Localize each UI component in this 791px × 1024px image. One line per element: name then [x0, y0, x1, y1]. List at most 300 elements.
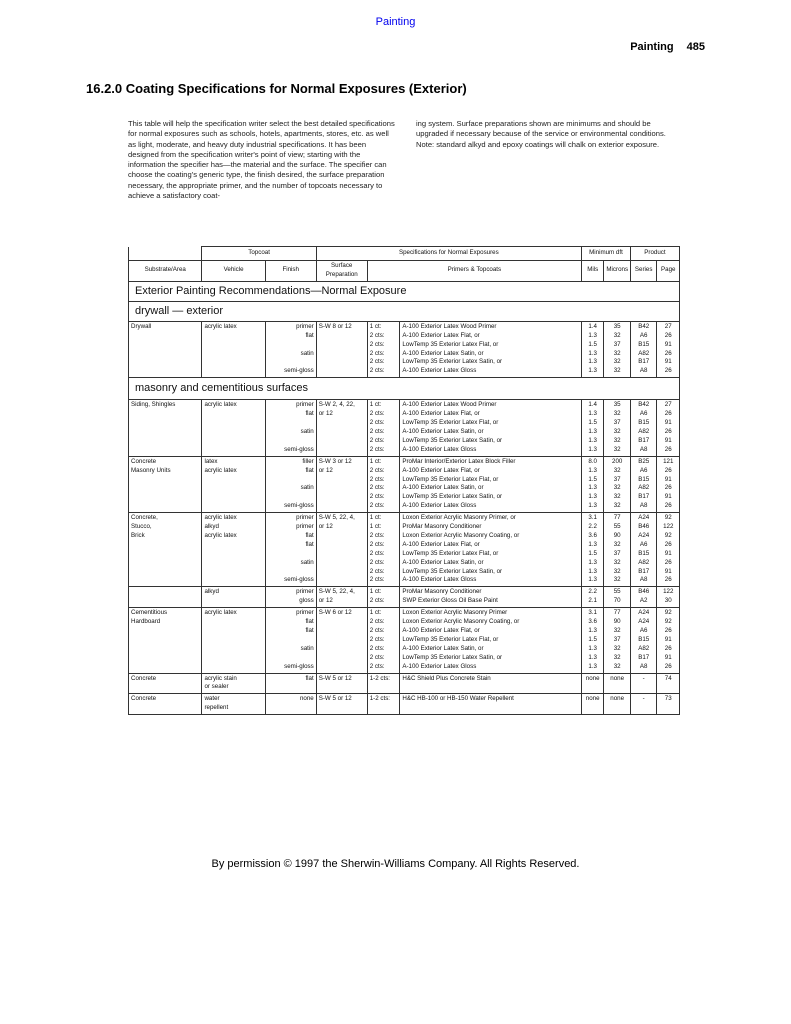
- finish-cell-line: semi-gloss: [284, 502, 314, 510]
- mils-cell: [581, 608, 603, 673]
- vehicle-header: Vehicle: [202, 261, 265, 282]
- series-cell-line: B42: [638, 322, 650, 330]
- mils-cell-line: 1.3: [588, 493, 597, 501]
- page-cell-line: 91: [664, 419, 672, 427]
- primers-topcoats-cell-line: LowTemp 35 Exterior Latex Flat, or: [402, 549, 499, 557]
- page-cell-line: 26: [664, 349, 672, 357]
- page-cell-line: 91: [664, 358, 672, 366]
- surface-prep-cell: [316, 513, 367, 587]
- coat-count-cell: [367, 694, 400, 715]
- mils-cell-line: 1.3: [588, 653, 597, 661]
- coat-count-cell-line: 2 cts:: [369, 410, 385, 418]
- surface-prep-cell-line: S-W 5, 22, 4,: [318, 514, 355, 522]
- table-row: [129, 673, 680, 694]
- vehicle-cell: [202, 400, 265, 456]
- mils-cell-line: 1.3: [588, 445, 597, 453]
- primers-topcoats-cell-line: A-100 Exterior Latex Gloss: [402, 662, 477, 670]
- primers-topcoats-cell-line: ProMar Masonry Conditioner: [402, 523, 482, 531]
- series-cell-line: B15: [638, 340, 650, 348]
- microns-cell-line: 32: [613, 349, 621, 357]
- primers-topcoats-cell-line: A-100 Exterior Latex Satin, or: [402, 558, 484, 566]
- primers-topcoats-cell-line: Loxon Exterior Acrylic Masonry Primer: [402, 609, 508, 617]
- primers-topcoats-cell-line: LowTemp 35 Exterior Latex Satin, or: [402, 436, 503, 444]
- surface-prep-cell: [316, 587, 367, 608]
- mils-cell-line: 3.6: [588, 531, 597, 539]
- substrate-cell-line: Masonry Units: [131, 466, 171, 474]
- vehicle-cell-line: acrylic latex: [204, 531, 237, 539]
- dft-group-header: Minimum dft: [581, 247, 630, 261]
- series-cell: [630, 608, 657, 673]
- page-cell-line: 27: [664, 322, 672, 330]
- mils-cell-line: 1.5: [588, 419, 597, 427]
- page-cell: [657, 321, 680, 377]
- substrate-cell-line: Cementitious: [131, 609, 168, 617]
- finish-cell-line: flat: [305, 618, 314, 626]
- page-cell-line: 26: [664, 427, 672, 435]
- primers-topcoats-cell-line: A-100 Exterior Latex Flat, or: [402, 627, 480, 634]
- primers-topcoats-cell-line: ProMar Interior/Exterior Latex Block Filler: [402, 457, 516, 465]
- microns-cell-line: 55: [613, 588, 621, 596]
- coat-count-cell-line: 2 cts:: [369, 635, 385, 643]
- series-cell-line: A2: [639, 597, 648, 605]
- primers-topcoats-cell-line: Loxon Exterior Acrylic Masonry Coating, or: [402, 618, 520, 626]
- substrate-cell: [129, 513, 202, 587]
- page-cell-line: 26: [664, 540, 672, 548]
- mils-cell-line: 1.3: [588, 436, 597, 444]
- finish-cell-line: satin: [300, 644, 314, 652]
- microns-cell-line: 32: [613, 358, 621, 366]
- running-head: [630, 41, 705, 53]
- running-head-title: Painting: [630, 41, 674, 53]
- subsection-title-row: [129, 378, 680, 400]
- page-cell-line: 74: [664, 674, 672, 682]
- series-cell-line: B15: [638, 475, 650, 483]
- microns-cell-line: 37: [613, 549, 621, 557]
- primers-topcoats-cell-line: H&C HB-100 or HB-150 Water Repellent: [402, 695, 514, 703]
- mils-cell-line: 1.3: [588, 567, 597, 575]
- mils-cell-line: 1.3: [588, 484, 597, 492]
- mils-cell-line: 1.3: [588, 502, 597, 510]
- series-cell-line: B15: [638, 635, 650, 643]
- mils-cell: [581, 321, 603, 377]
- finish-cell-line: [268, 419, 314, 428]
- finish-cell-line: primer: [296, 322, 314, 330]
- series-cell-line: B15: [638, 419, 650, 427]
- series-cell-line: -: [642, 674, 645, 682]
- product-group-header: Product: [630, 247, 679, 261]
- coat-count-cell: [367, 587, 400, 608]
- finish-cell-line: gloss: [299, 597, 314, 605]
- coat-count-cell-line: 2 cts:: [369, 540, 385, 548]
- page-cell-line: 26: [664, 331, 672, 339]
- surface-prep-cell: [316, 694, 367, 715]
- primers-topcoats-cell-line: H&C Shield Plus Concrete Stain: [402, 674, 491, 682]
- microns-cell-line: 77: [613, 514, 621, 522]
- coat-count-cell-line: 2 cts:: [369, 502, 385, 510]
- primers-topcoats-cell: [400, 456, 582, 512]
- finish-cell-line: flat: [305, 531, 314, 539]
- finish-cell-line: [268, 358, 314, 367]
- finish-cell: [265, 456, 316, 512]
- substrate-cell-line: Concrete: [131, 695, 157, 703]
- vehicle-cell-line: repellent: [204, 704, 229, 712]
- primers-topcoats-cell: [400, 400, 582, 456]
- coat-count-cell-line: 2 cts:: [369, 531, 385, 539]
- page-number: 485: [686, 41, 705, 53]
- mils-cell: [581, 587, 603, 608]
- topcoat-group-header: Topcoat: [202, 247, 316, 261]
- microns-cell-line: 32: [613, 331, 621, 339]
- finish-cell-line: filler: [302, 457, 314, 465]
- scanned-page: [128, 119, 684, 839]
- spec-table-body: [129, 247, 680, 715]
- page-cell-line: 92: [664, 609, 672, 617]
- surface-prep-cell: [316, 673, 367, 694]
- top-nav-link[interactable]: Painting: [375, 16, 416, 28]
- table-row: [129, 694, 680, 715]
- mils-cell-line: 1.3: [588, 627, 597, 634]
- finish-cell-line: none: [299, 695, 314, 703]
- copyright-footer: By permission © 1997 the Sherwin-Williams Company. All Rights Reserved.: [211, 858, 580, 870]
- mils-cell-line: 1.4: [588, 322, 597, 330]
- page-cell-line: 122: [663, 588, 674, 596]
- series-cell-line: A6: [639, 466, 648, 474]
- coat-count-cell-line: 2 cts:: [369, 445, 385, 453]
- microns-cell-line: 32: [613, 662, 621, 670]
- page-cell: [657, 400, 680, 456]
- primers-topcoats-cell-line: LowTemp 35 Exterior Latex Satin, or: [402, 567, 503, 575]
- microns-cell-line: 37: [613, 475, 621, 483]
- primers-topcoats-cell-line: LowTemp 35 Exterior Latex Flat, or: [402, 419, 499, 427]
- mils-cell-line: 1.3: [588, 644, 597, 652]
- table-row: [129, 456, 680, 512]
- mils-cell: [581, 513, 603, 587]
- coat-count-cell-line: 2 cts:: [369, 644, 385, 652]
- coat-count-cell-line: 2 cts:: [369, 567, 385, 575]
- intro-left-paragraph: This table will help the specification writer select the best detailed specifications for normal exposures such as schools, hotels, apartments, stores, etc. as well as light, moderate, and heavy duty industrial specifications. It has been designed from the specification writer's point of view; starting with the information the specifier has—the material and the surface. The specifier can choose the coating's generic type, the finish desired, the surface preparation necessary, the appropriate primer, and the number of topcoats necessary to achieve a satisfactory coat-: [128, 119, 395, 201]
- microns-cell-line: 32: [613, 436, 621, 444]
- coat-count-cell: [367, 321, 400, 377]
- vehicle-cell: [202, 321, 265, 377]
- page-cell-line: 91: [664, 567, 672, 575]
- mils-cell-line: 1.3: [588, 349, 597, 357]
- primers-topcoats-cell-line: LowTemp 35 Exterior Latex Flat, or: [402, 635, 499, 643]
- page-cell: [657, 608, 680, 673]
- mils-cell-line: 8.0: [588, 457, 597, 465]
- substrate-cell-line: Stucco,: [131, 523, 152, 531]
- finish-cell-line: primer: [296, 588, 314, 596]
- surface-prep-cell-line: or 12: [318, 523, 333, 531]
- mils-cell-line: 1.3: [588, 540, 597, 548]
- page-cell-line: 91: [664, 493, 672, 501]
- series-cell-line: B17: [638, 436, 650, 444]
- series-header: Series: [630, 261, 657, 282]
- finish-cell-line: primer: [296, 609, 314, 617]
- surface-prep-cell: [316, 321, 367, 377]
- coat-count-cell-line: 2 cts:: [369, 349, 385, 357]
- microns-cell-line: 90: [613, 618, 621, 626]
- primers-topcoats-cell-line: A-100 Exterior Latex Gloss: [402, 576, 477, 584]
- microns-cell-line: 70: [613, 597, 621, 605]
- finish-cell: [265, 513, 316, 587]
- vehicle-cell: [202, 694, 265, 715]
- surface-prep-cell-line: S-W 2, 4, 22,: [318, 401, 355, 409]
- coat-count-cell-line: 2 cts:: [369, 549, 385, 557]
- finish-cell-line: primer: [296, 401, 314, 409]
- series-cell-line: A6: [639, 627, 648, 634]
- mils-cell: [581, 694, 603, 715]
- page-cell-line: 91: [664, 549, 672, 557]
- coat-count-cell-line: 2 cts:: [369, 493, 385, 501]
- microns-cell-line: 32: [613, 367, 621, 375]
- microns-cell-line: none: [610, 695, 625, 703]
- surface-prep-cell-line: S-W 5, 22, 4,: [318, 588, 355, 596]
- coat-count-cell: [367, 673, 400, 694]
- finish-header: Finish: [265, 261, 316, 282]
- coat-count-cell-line: 1 ct:: [369, 401, 382, 409]
- coat-count-cell: [367, 513, 400, 587]
- microns-cell-line: 90: [613, 531, 621, 539]
- series-cell-line: A8: [639, 502, 648, 510]
- substrate-cell-line: Drywall: [131, 322, 152, 330]
- series-cell: [630, 694, 657, 715]
- page-cell: [657, 673, 680, 694]
- coat-count-cell: [367, 456, 400, 512]
- microns-cell-line: 32: [613, 445, 621, 453]
- finish-cell: [265, 694, 316, 715]
- primers-topcoats-cell-line: A-100 Exterior Latex Flat, or: [402, 466, 480, 474]
- finish-cell: [265, 587, 316, 608]
- coat-count-cell-line: 2 cts:: [369, 627, 385, 634]
- substrate-cell-line: Hardboard: [131, 618, 161, 626]
- series-cell-line: B17: [638, 493, 650, 501]
- surface-prep-cell-line: or 12: [318, 597, 333, 605]
- mils-cell-line: 1.5: [588, 475, 597, 483]
- substrate-cell: [129, 694, 202, 715]
- microns-header: Microns: [604, 261, 631, 282]
- coat-count-cell-line: 2 cts:: [369, 358, 385, 366]
- page-cell-line: 26: [664, 576, 672, 584]
- coating-spec-table: [128, 246, 680, 715]
- primers-topcoats-cell-line: A-100 Exterior Latex Gloss: [402, 445, 477, 453]
- page-cell-line: 30: [664, 597, 672, 605]
- mils-cell-line: 3.1: [588, 609, 597, 617]
- surface-prep-cell: [316, 400, 367, 456]
- table-row: [129, 587, 680, 608]
- subsection-title: masonry and cementitious surfaces: [129, 378, 680, 400]
- page-cell-line: 26: [664, 466, 672, 474]
- microns-cell-line: 55: [613, 523, 621, 531]
- primers-topcoats-cell: [400, 608, 582, 673]
- coat-count-cell-line: 2 cts:: [369, 662, 385, 670]
- microns-cell-line: 37: [613, 635, 621, 643]
- vehicle-cell: [202, 608, 265, 673]
- microns-cell: [604, 321, 631, 377]
- microns-cell-line: 35: [613, 401, 621, 409]
- page-cell-line: 92: [664, 531, 672, 539]
- coat-count-cell-line: 2 cts:: [369, 419, 385, 427]
- finish-cell-line: primer: [296, 514, 314, 522]
- page-cell-line: 91: [664, 475, 672, 483]
- primers-topcoats-cell-line: A-100 Exterior Latex Wood Primer: [402, 322, 497, 330]
- primers-topcoats-cell-line: A-100 Exterior Latex Satin, or: [402, 349, 484, 357]
- page-cell-line: 91: [664, 340, 672, 348]
- coat-count-cell-line: 1 ct:: [369, 523, 382, 531]
- series-cell: [630, 587, 657, 608]
- coat-count-cell-line: 2 cts:: [369, 436, 385, 444]
- mils-cell-line: 2.1: [588, 597, 597, 605]
- microns-cell: [604, 513, 631, 587]
- page-cell-line: 26: [664, 367, 672, 375]
- finish-cell-line: [268, 654, 314, 663]
- finish-cell-line: flat: [305, 540, 314, 548]
- page-cell: [657, 513, 680, 587]
- microns-cell: [604, 694, 631, 715]
- series-cell-line: B17: [638, 358, 650, 366]
- substrate-cell: [129, 587, 202, 608]
- microns-cell: [604, 456, 631, 512]
- intro-note: Note: standard alkyd and epoxy coatings will chalk on exterior exposure.: [416, 139, 660, 149]
- microns-cell: [604, 400, 631, 456]
- table-row: [129, 400, 680, 456]
- finish-cell-line: [268, 341, 314, 350]
- substrate-cell: [129, 400, 202, 456]
- vehicle-cell-line: acrylic latex: [204, 401, 237, 409]
- vehicle-cell: [202, 456, 265, 512]
- microns-cell-line: 35: [613, 322, 621, 330]
- page-cell-line: 26: [664, 410, 672, 418]
- substrate-cell-line: Concrete,: [131, 514, 158, 522]
- vehicle-cell-line: or sealer: [204, 683, 229, 691]
- specs-group-header: Specifications for Normal Exposures: [316, 247, 581, 261]
- section-title: Exterior Painting Recommendations—Normal Exposure: [129, 281, 680, 301]
- page-cell: [657, 587, 680, 608]
- mils-cell-line: 2.2: [588, 523, 597, 531]
- coat-count-cell-line: 2 cts:: [369, 340, 385, 348]
- substrate-cell-line: Siding, Shingles: [131, 401, 176, 409]
- primers-topcoats-cell: [400, 673, 582, 694]
- page-cell-line: 26: [664, 627, 672, 634]
- page-cell-line: 91: [664, 653, 672, 661]
- mils-cell-line: 1.4: [588, 401, 597, 409]
- mils-cell-line: 1.5: [588, 549, 597, 557]
- finish-cell-line: [268, 493, 314, 502]
- coat-count-cell-line: 2 cts:: [369, 367, 385, 375]
- coat-count-cell-line: 1 ct:: [369, 588, 382, 596]
- mils-cell-line: 3.1: [588, 514, 597, 522]
- vehicle-cell-line: acrylic latex: [204, 466, 237, 474]
- microns-cell-line: 32: [613, 653, 621, 661]
- primers-topcoats-cell-line: LowTemp 35 Exterior Latex Satin, or: [402, 358, 503, 366]
- table-row: [129, 321, 680, 377]
- microns-cell-line: none: [610, 674, 625, 682]
- finish-cell-line: semi-gloss: [284, 662, 314, 670]
- page-cell-line: 27: [664, 401, 672, 409]
- coat-count-cell-line: 1 ct:: [369, 609, 382, 617]
- coat-count-cell-line: 2 cts:: [369, 618, 385, 626]
- primers-topcoats-cell-line: A-100 Exterior Latex Flat, or: [402, 410, 480, 418]
- vehicle-cell-line: acrylic latex: [204, 514, 237, 522]
- coat-count-cell-line: 1 ct:: [369, 457, 382, 465]
- page-cell-line: 26: [664, 502, 672, 510]
- microns-cell-line: 32: [613, 567, 621, 575]
- blank-group-header: [129, 247, 202, 261]
- substrate-cell-line: Concrete: [131, 674, 157, 682]
- primers-topcoats-cell-line: A-100 Exterior Latex Flat, or: [402, 540, 480, 548]
- page-cell: [657, 694, 680, 715]
- series-cell-line: A82: [638, 644, 650, 652]
- group-header-row: [129, 247, 680, 261]
- page-cell-line: 26: [664, 662, 672, 670]
- coat-count-cell-line: 1 ct:: [369, 514, 382, 522]
- finish-cell-line: [268, 550, 314, 559]
- finish-cell-line: primer: [296, 523, 314, 531]
- primers-topcoats-cell-line: A-100 Exterior Latex Wood Primer: [402, 401, 497, 409]
- substrate-cell: [129, 608, 202, 673]
- microns-cell-line: 200: [612, 457, 623, 465]
- mils-cell-line: 2.2: [588, 588, 597, 596]
- series-cell-line: A82: [638, 484, 650, 492]
- primers-topcoats-cell-line: Loxon Exterior Acrylic Masonry Coating, or: [402, 531, 520, 539]
- page-cell-line: 26: [664, 484, 672, 492]
- page-cell-line: 92: [664, 514, 672, 522]
- finish-cell-line: semi-gloss: [284, 576, 314, 584]
- series-cell-line: -: [642, 695, 645, 703]
- surface-prep-cell-line: S-W 5 or 12: [318, 674, 352, 682]
- surface-prep-cell-line: or 12: [318, 410, 333, 418]
- surface-prep-cell-line: or 12: [318, 466, 333, 474]
- primers-topcoats-cell-line: A-100 Exterior Latex Gloss: [402, 367, 477, 375]
- primers-topcoats-cell-line: A-100 Exterior Latex Satin, or: [402, 644, 484, 652]
- microns-cell: [604, 673, 631, 694]
- intro-right-column: [416, 119, 684, 201]
- microns-cell-line: 32: [613, 466, 621, 474]
- microns-cell-line: 32: [613, 410, 621, 418]
- intro-left-column: [128, 119, 396, 201]
- finish-cell-line: flat: [305, 410, 314, 418]
- primers-topcoats-cell-line: LowTemp 35 Exterior Latex Satin, or: [402, 493, 503, 501]
- primers-topcoats-cell: [400, 587, 582, 608]
- page-cell-line: 122: [663, 523, 674, 531]
- primers-topcoats-cell-line: LowTemp 35 Exterior Latex Satin, or: [402, 653, 503, 661]
- intro-right-paragraph: ing system. Surface preparations shown are minimums and should be upgraded if necessary because of the service or environmental conditions.: [416, 119, 666, 139]
- mils-cell-line: 1.3: [588, 466, 597, 474]
- page-cell-line: 121: [663, 457, 674, 465]
- table-row: [129, 608, 680, 673]
- substrate-cell: [129, 321, 202, 377]
- primers-topcoats-cell-line: Loxon Exterior Acrylic Masonry Primer, or: [402, 514, 516, 522]
- finish-cell: [265, 673, 316, 694]
- coat-count-cell-line: 1-2 cts:: [369, 695, 391, 703]
- mils-cell-line: 3.6: [588, 618, 597, 626]
- primers-topcoats-cell: [400, 694, 582, 715]
- substrate-cell-line: Concrete: [131, 457, 157, 465]
- series-cell-line: A24: [638, 514, 650, 522]
- surface-prep-header: Surface Preparation: [316, 261, 367, 282]
- mils-cell-line: 1.5: [588, 635, 597, 643]
- finish-cell-line: flat: [305, 331, 314, 339]
- vehicle-cell: [202, 513, 265, 587]
- series-cell-line: B46: [638, 588, 650, 596]
- vehicle-cell-line: latex: [204, 457, 218, 465]
- mils-cell: [581, 456, 603, 512]
- series-cell-line: A8: [639, 367, 648, 375]
- primers-topcoats-cell-line: A-100 Exterior Latex Gloss: [402, 502, 477, 510]
- finish-cell-line: [268, 636, 314, 645]
- mils-cell: [581, 673, 603, 694]
- page-cell: [657, 456, 680, 512]
- series-cell-line: A24: [638, 618, 650, 626]
